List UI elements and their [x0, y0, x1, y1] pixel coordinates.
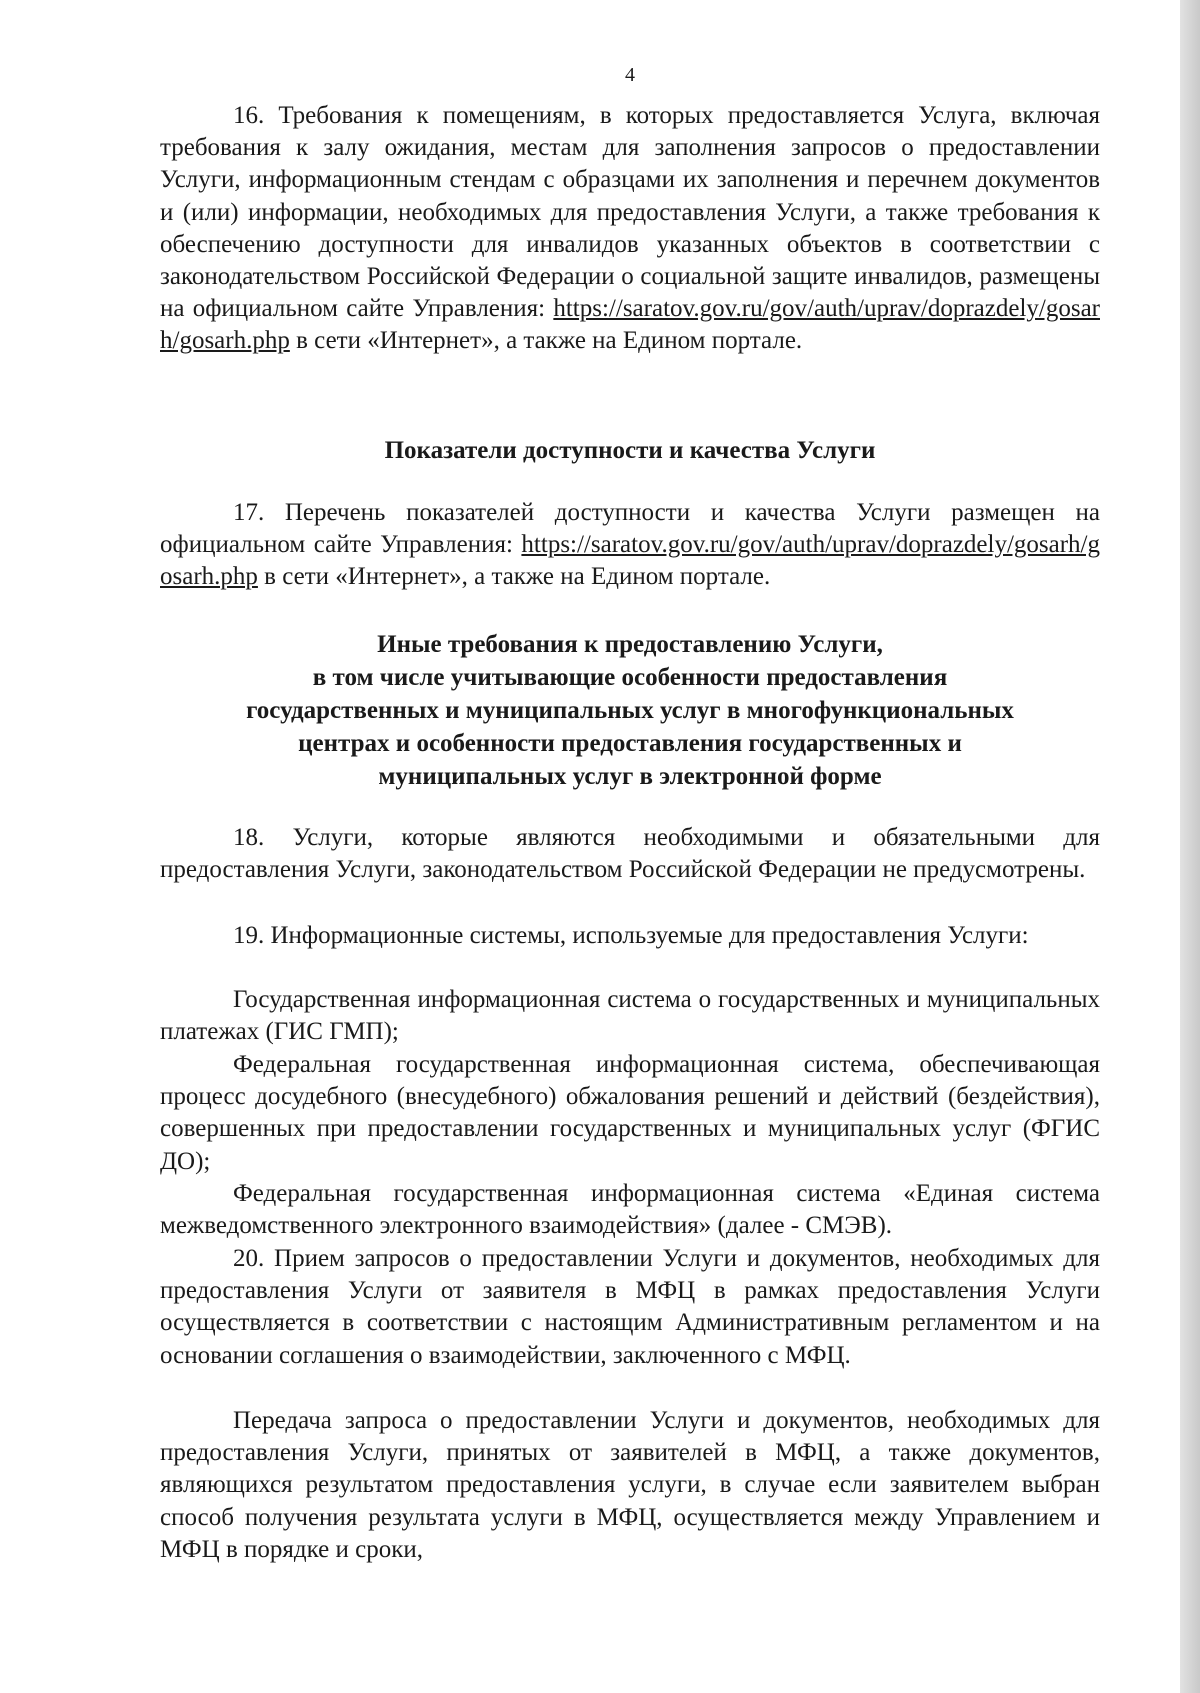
- paragraph-19: 19. Информационные системы, используемые для предоставления Услуги:: [233, 922, 1029, 949]
- website-link[interactable]: https://saratov.gov.ru/gov/auth/uprav/doprazdely/gosarh/gosarh.php: [160, 531, 1100, 591]
- paragraph-19-item-fgis-do: Федеральная государственная информационная система, обеспечивающая процесс досудебного (внесудебного) обжалования решений и действий (бездействия), совершенных при предоставлении государственных и муниципальных услуг (ФГИС ДО);: [160, 1051, 1100, 1175]
- paragraph-16-text: 16. Требования к помещениям, в которых предоставляется Услуга, включая требования к залу ожидания, местам для заполнения запросов о предоставлении Услуги, информационным стендам с образцами их заполнения и перечнем документов и (или) информации, необходимых для предоставления Услуги, а также требования к обеспечению доступности для инвалидов указанных объектов в соответствии с законодательством Российской Федерации о социальной защите инвалидов, размещены на официальном сайте Управления:: [160, 102, 1100, 323]
- heading-line: центрах и особенности предоставления государственных и: [298, 730, 962, 757]
- paragraph-17-text: 17. Перечень показателей доступности и качества Услуги размещен на официальном сайте Управления:: [160, 499, 1100, 559]
- paragraph-17: [160, 497, 1100, 594]
- document-page: [160, 0, 1100, 1693]
- paragraph-16: [160, 100, 1100, 358]
- website-link[interactable]: https://saratov.gov.ru/gov/auth/uprav/doprazdely/gosarh/gosarh.php: [160, 295, 1100, 355]
- heading-quality-indicators: Показатели доступности и качества Услуги: [384, 437, 876, 464]
- paragraph-19-item-smev: Федеральная государственная информационная система «Единая система межведомственного электронного взаимодействия» (далее - СМЭВ).: [160, 1180, 1100, 1240]
- heading-line: в том числе учитывающие особенности предоставления: [312, 664, 948, 691]
- paragraph-17-text-end: в сети «Интернет», а также на Едином портале.: [257, 563, 771, 591]
- heading-line: муниципальных услуг в электронной форме: [378, 763, 882, 790]
- paragraph-20-transfer: Передача запроса о предоставлении Услуги и документов, необходимых для предоставления Услуги, принятых от заявителей в МФЦ, а также документов, являющихся результатом предоставления услуги, в случае если заявителем выбран способ получения результата услуги в МФЦ, осуществляется между Управлением и МФЦ в порядке и сроки,: [160, 1407, 1100, 1563]
- page-number: 4: [625, 64, 635, 86]
- heading-other-requirements: [160, 628, 1100, 793]
- paragraph-18: 18. Услуги, которые являются необходимыми и обязательными для предоставления Услуги, законодательством Российской Федерации не предусмотрены.: [160, 824, 1100, 884]
- heading-line: государственных и муниципальных услуг в многофункциональных: [246, 697, 1014, 724]
- paragraph-19-item-gis-gmp: Государственная информационная система о государственных и муниципальных платежах (ГИС ГМП);: [160, 986, 1100, 1046]
- heading-line: Иные требования к предоставлению Услуги,: [377, 631, 883, 658]
- paragraph-16-text-end: в сети «Интернет», а также на Едином портале.: [289, 327, 803, 355]
- scan-edge-shadow: [1180, 0, 1200, 1693]
- paragraph-20: 20. Прием запросов о предоставлении Услуги и документов, необходимых для предоставления Услуги от заявителя в МФЦ в рамках предоставления Услуги осуществляется в соответствии с настоящим Административным регламентом и на основании соглашения о взаимодействии, заключенного с МФЦ.: [160, 1245, 1100, 1369]
